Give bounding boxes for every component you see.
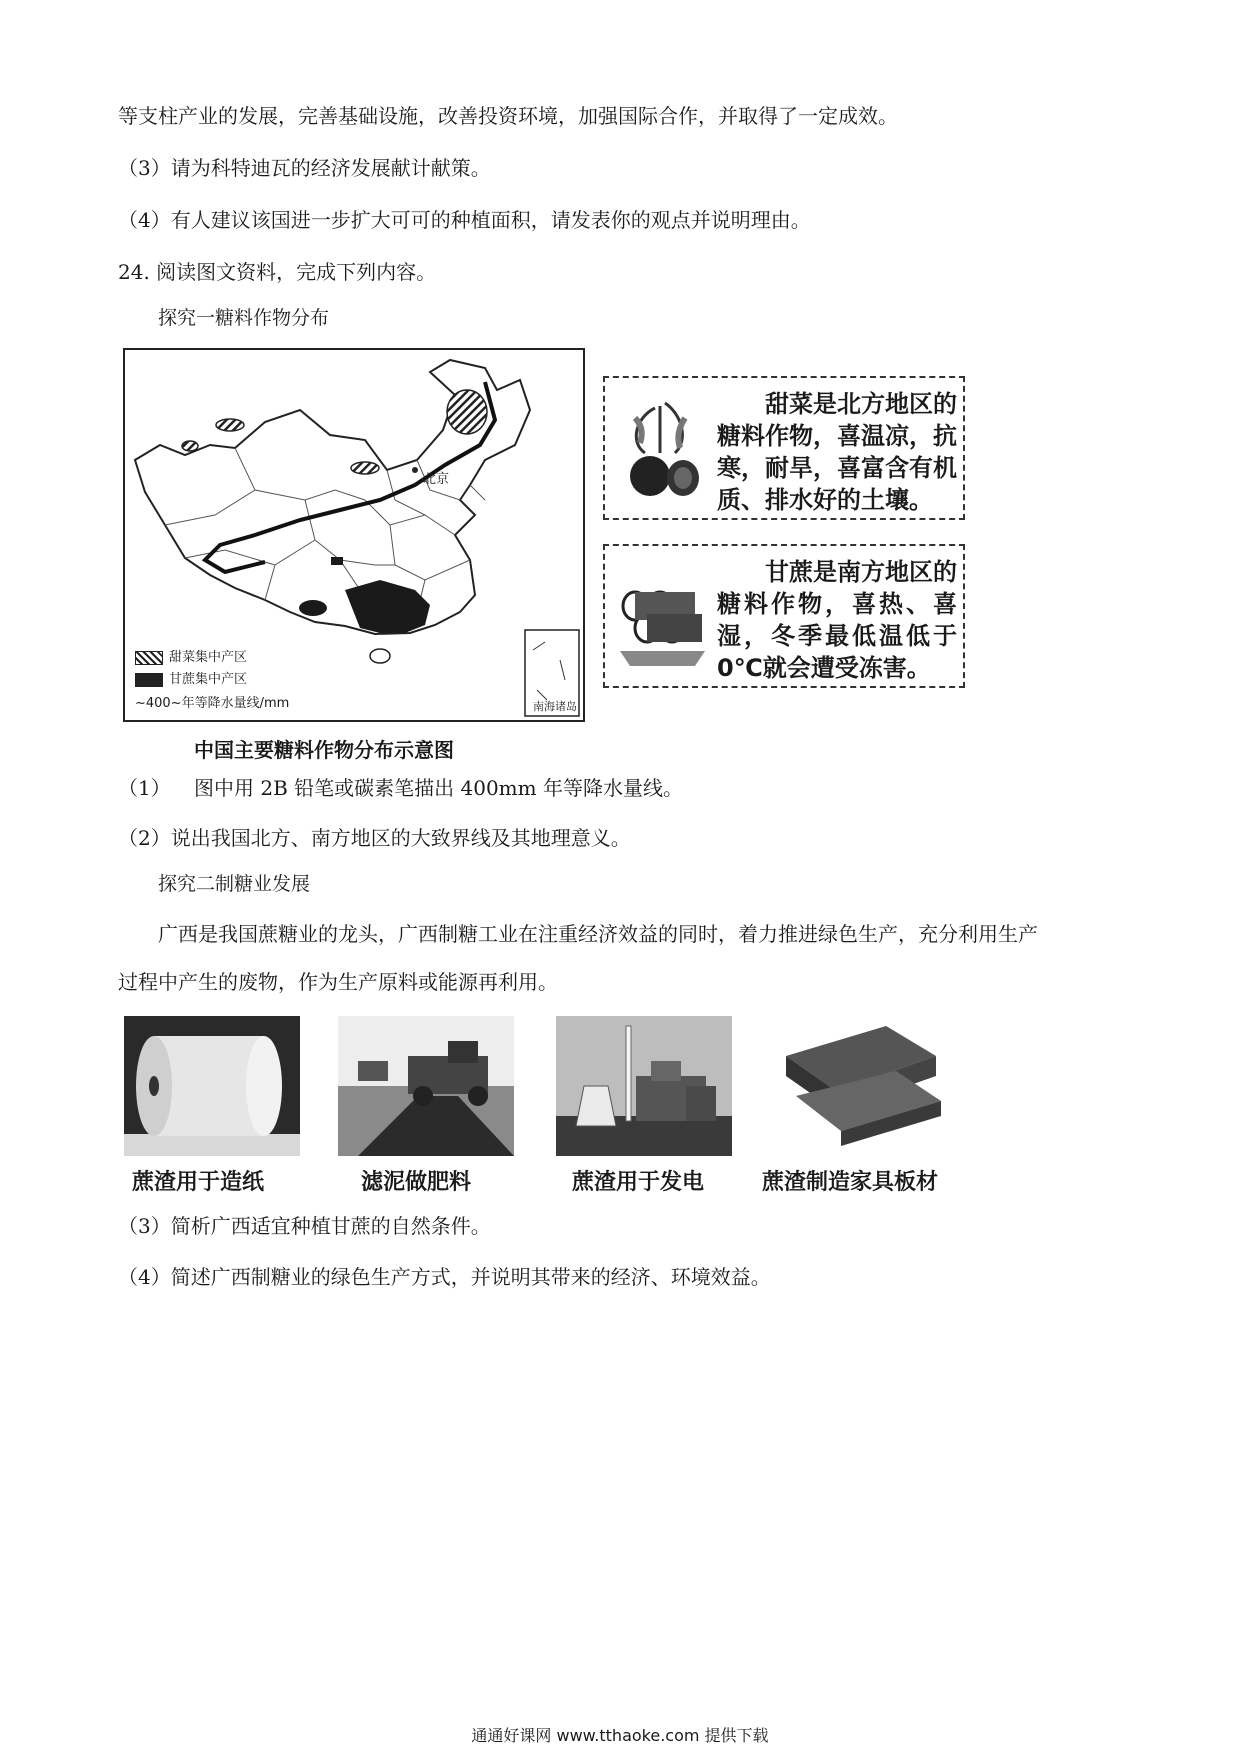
legend-beet-swatch	[135, 651, 163, 665]
hainan-island	[370, 649, 390, 663]
beet-zone-northeast	[447, 390, 487, 434]
caption-fertilizer: 滤泥做肥料	[361, 1170, 472, 1195]
text-line-1: 等支柱产业的发展，完善基础设施，改善投资环境，加强国际合作，并取得了一定成效。	[118, 104, 898, 128]
question-4: （4）有人建议该国进一步扩大可可的种植面积，请发表你的观点并说明理由。	[118, 208, 811, 232]
beet-info-text: 甜菜是北方地区的糖料作物，喜温凉，抗寒，耐旱，喜富含有机质、排水好的土壤。	[717, 390, 957, 514]
beet-zone-xinjiang-1	[216, 419, 244, 431]
paper-roll-photo	[124, 1016, 300, 1156]
china-sugar-crop-map	[123, 348, 585, 722]
question-1-number: （1）	[118, 776, 171, 800]
page-footer: 通通好课网 www.tthaoke.com 提供下载	[471, 1726, 769, 1745]
furniture-board-photo	[776, 1016, 952, 1156]
caption-furniture: 蔗渣制造家具板材	[762, 1170, 939, 1195]
question-1-text: 图中用 2B 铅笔或碳素笔描出 400mm 年等降水量线。	[194, 776, 683, 800]
legend-cane-swatch	[135, 673, 163, 687]
legend-cane	[135, 672, 247, 688]
beijing-label: 北京	[423, 472, 450, 487]
question-24: 24. 阅读图文资料，完成下列内容。	[118, 260, 437, 284]
fertilizer-photo	[338, 1016, 514, 1156]
explore-1-title: 探究一糖料作物分布	[158, 307, 330, 329]
beet-zone-north	[351, 462, 379, 474]
beet-info-box	[603, 376, 965, 520]
cane-zone-yunnan	[299, 600, 327, 616]
south-sea-inset-label: 南海诸岛	[533, 700, 577, 713]
cane-zone-small	[331, 557, 343, 565]
legend-isohyet	[135, 696, 289, 712]
legend-isohyet-label: ~400~年等降水量线/mm	[135, 696, 290, 711]
caption-power: 蔗渣用于发电	[572, 1170, 705, 1195]
question-3-part2: （3）简析广西适宜种植甘蔗的自然条件。	[118, 1214, 491, 1238]
explore-2-title: 探究二制糖业发展	[158, 873, 311, 895]
legend-beet-label: 甜菜集中产区	[169, 650, 248, 665]
legend-cane-label: 甘蔗集中产区	[169, 672, 248, 687]
beet-zone-xinjiang-2	[182, 441, 198, 451]
cane-info-box	[603, 544, 965, 688]
sugarcane-icon	[615, 566, 710, 676]
caption-paper: 蔗渣用于造纸	[132, 1170, 265, 1195]
explore-2-paragraph-line-2: 过程中产生的废物，作为生产原料或能源再利用。	[118, 970, 558, 994]
beijing-dot	[412, 467, 418, 473]
beet-icon	[615, 398, 710, 508]
question-4-part2: （4）简述广西制糖业的绿色生产方式，并说明其带来的经济、环境效益。	[118, 1265, 771, 1289]
map-caption: 中国主要糖料作物分布示意图	[194, 738, 454, 762]
legend-beet	[135, 650, 247, 666]
question-2: （2）说出我国北方、南方地区的大致界线及其地理意义。	[118, 826, 631, 850]
question-3: （3）请为科特迪瓦的经济发展献计献策。	[118, 156, 491, 180]
power-plant-photo	[556, 1016, 732, 1156]
cane-info-text: 甘蔗是南方地区的糖料作物，喜热、喜湿，冬季最低温低于0℃就会遭受冻害。	[717, 558, 957, 682]
explore-2-paragraph-line-1: 广西是我国蔗糖业的龙头，广西制糖工业在注重经济效益的同时，着力推进绿色生产，充分利用生产	[158, 922, 1038, 946]
